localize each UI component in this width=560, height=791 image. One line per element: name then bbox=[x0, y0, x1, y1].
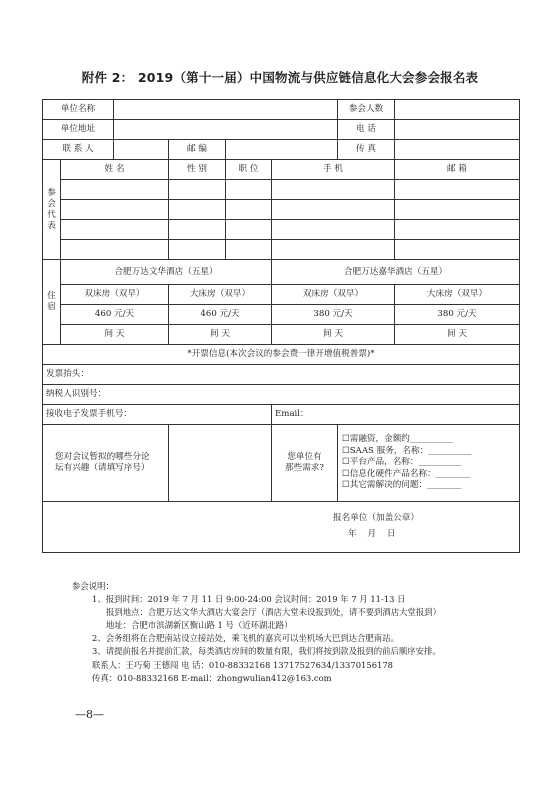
attendees-field[interactable] bbox=[395, 100, 520, 120]
rep-cell[interactable] bbox=[61, 200, 169, 220]
postcode-field[interactable] bbox=[226, 140, 338, 160]
note-line: 2、会务组将在合肥南站设立接站处，乘飞机的嘉宾可以坐机场大巴到达合肥南站。 bbox=[92, 633, 399, 644]
accommodation-label bbox=[43, 260, 61, 345]
rep-header-position: 职 位 bbox=[226, 160, 272, 180]
rep-cell[interactable] bbox=[395, 220, 520, 240]
accommodation-label-text: 住宿 bbox=[47, 291, 56, 312]
unit-name-label: 单位名称 bbox=[43, 100, 114, 120]
rep-cell[interactable] bbox=[272, 200, 395, 220]
room-count-field[interactable]: 间 天 bbox=[272, 325, 395, 345]
invoice-info-note: *开票信息(本次会议的参会费一律开增值税普票)* bbox=[43, 345, 520, 365]
contact-label: 联 系 人 bbox=[43, 140, 114, 160]
hotel-wanda-realm: 合肥万达嘉华酒店（五星） bbox=[272, 260, 520, 285]
room-count-field[interactable]: 间 天 bbox=[395, 325, 520, 345]
unit-address-field[interactable] bbox=[114, 120, 338, 140]
needs-option-financing[interactable]: ☐需融资，金额约__________ bbox=[342, 434, 453, 445]
room-count-field[interactable]: 间 天 bbox=[169, 325, 272, 345]
unit-name-field[interactable] bbox=[114, 100, 338, 120]
rep-cell[interactable] bbox=[272, 180, 395, 200]
room-count-field[interactable]: 间 天 bbox=[61, 325, 169, 345]
fax-label: 传 真 bbox=[338, 140, 395, 160]
attendance-notes bbox=[72, 580, 441, 685]
rep-cell[interactable] bbox=[226, 240, 272, 260]
forum-interest-field[interactable] bbox=[169, 425, 272, 502]
rep-cell[interactable] bbox=[169, 220, 226, 240]
rep-cell[interactable] bbox=[169, 200, 226, 220]
rep-header-name: 姓 名 bbox=[61, 160, 169, 180]
rep-header-gender: 性 别 bbox=[169, 160, 226, 180]
invoice-title-field[interactable]: 发票抬头： bbox=[43, 365, 520, 385]
needs-option-other[interactable]: ☐其它需解决的问题：________ bbox=[342, 480, 462, 491]
needs-option-saas[interactable]: ☐SAAS 服务，名称：__________ bbox=[342, 445, 472, 456]
rep-cell[interactable] bbox=[226, 180, 272, 200]
attendees-label: 参会人数 bbox=[338, 100, 395, 120]
needs-label-text: 您单位有那些需求? bbox=[285, 452, 324, 473]
rep-cell[interactable] bbox=[61, 220, 169, 240]
phone-label: 电 话 bbox=[338, 120, 395, 140]
rep-cell[interactable] bbox=[395, 240, 520, 260]
rep-cell[interactable] bbox=[226, 220, 272, 240]
rep-cell[interactable] bbox=[272, 220, 395, 240]
rep-header-mobile: 手 机 bbox=[272, 160, 395, 180]
rep-cell[interactable] bbox=[395, 180, 520, 200]
room-type-king: 大床房（双早） bbox=[395, 285, 520, 305]
rep-cell[interactable] bbox=[61, 180, 169, 200]
postcode-label: 邮 编 bbox=[169, 140, 226, 160]
note-line: 3、请提前报名并提前汇款，每类酒店房间的数量有限，我们将按到款及报到的前后顺序安排。 bbox=[92, 646, 441, 657]
stamp-label: 报名单位（加盖公章） bbox=[333, 513, 419, 523]
forum-interest-label: 您对会议暂拟的哪些分论坛有兴趣（请填写序号） bbox=[43, 425, 169, 502]
rep-cell[interactable] bbox=[226, 200, 272, 220]
registration-form-table bbox=[42, 99, 520, 553]
rep-cell[interactable] bbox=[272, 240, 395, 260]
room-type-king: 大床房（双早） bbox=[169, 285, 272, 305]
note-line: 1、报到时间：2019 年 7 月 11 日 9:00-24:00 会议时间：2019 年 7 月 11-13 日 bbox=[92, 594, 406, 605]
room-type-twin: 双床房（双早） bbox=[272, 285, 395, 305]
note-line: 报到地点：合肥万达文华大酒店大宴会厅（酒店大堂未设报到处，请不要到酒店大堂报到） bbox=[106, 607, 441, 618]
room-price: 460 元/天 bbox=[61, 305, 169, 325]
needs-option-hardware[interactable]: ☐信息化硬件产品名称：________ bbox=[342, 468, 471, 479]
room-type-twin: 双床房（双早） bbox=[61, 285, 169, 305]
stamp-date: 年 月 日 bbox=[348, 529, 396, 539]
form-title: 附件 2： 2019（第十一届）中国物流与供应链信息化大会参会报名表 bbox=[81, 70, 479, 85]
unit-address-label: 单位地址 bbox=[43, 120, 114, 140]
phone-field[interactable] bbox=[395, 120, 520, 140]
contact-field[interactable] bbox=[114, 140, 169, 160]
room-price: 460 元/天 bbox=[169, 305, 272, 325]
room-price: 380 元/天 bbox=[395, 305, 520, 325]
note-line: 地址：合肥市滨湖新区衡山路 1 号（近环湖北路） bbox=[106, 620, 293, 631]
note-line: 传真：010-88332168 E-mail：zhongwulian412@163.com bbox=[92, 672, 332, 683]
notes-heading: 参会说明： bbox=[72, 581, 114, 591]
page-number: —8— bbox=[75, 708, 104, 721]
stamp-area bbox=[43, 502, 520, 553]
rep-cell[interactable] bbox=[169, 180, 226, 200]
representatives-label-text: 参会代表 bbox=[47, 187, 56, 231]
needs-options bbox=[338, 425, 520, 502]
e-invoice-phone-field[interactable]: 接收电子发票手机号： bbox=[43, 405, 272, 425]
rep-header-email: 邮 箱 bbox=[395, 160, 520, 180]
note-line: 联系人：王巧菊 王德闯 电 话：010-88332168 13717527634/13370156178 bbox=[92, 659, 394, 670]
rep-cell[interactable] bbox=[395, 200, 520, 220]
needs-option-platform[interactable]: ☐平台产品，名称：__________ bbox=[342, 457, 462, 468]
fax-field[interactable] bbox=[395, 140, 520, 160]
taxpayer-id-field[interactable]: 纳税人识别号： bbox=[43, 385, 520, 405]
rep-cell[interactable] bbox=[61, 240, 169, 260]
email-field[interactable]: Email： bbox=[272, 405, 520, 425]
rep-cell[interactable] bbox=[169, 240, 226, 260]
representatives-label bbox=[43, 160, 61, 260]
needs-label bbox=[272, 425, 338, 502]
room-price: 380 元/天 bbox=[272, 305, 395, 325]
hotel-wanda-vista: 合肥万达文华酒店（五星） bbox=[61, 260, 272, 285]
